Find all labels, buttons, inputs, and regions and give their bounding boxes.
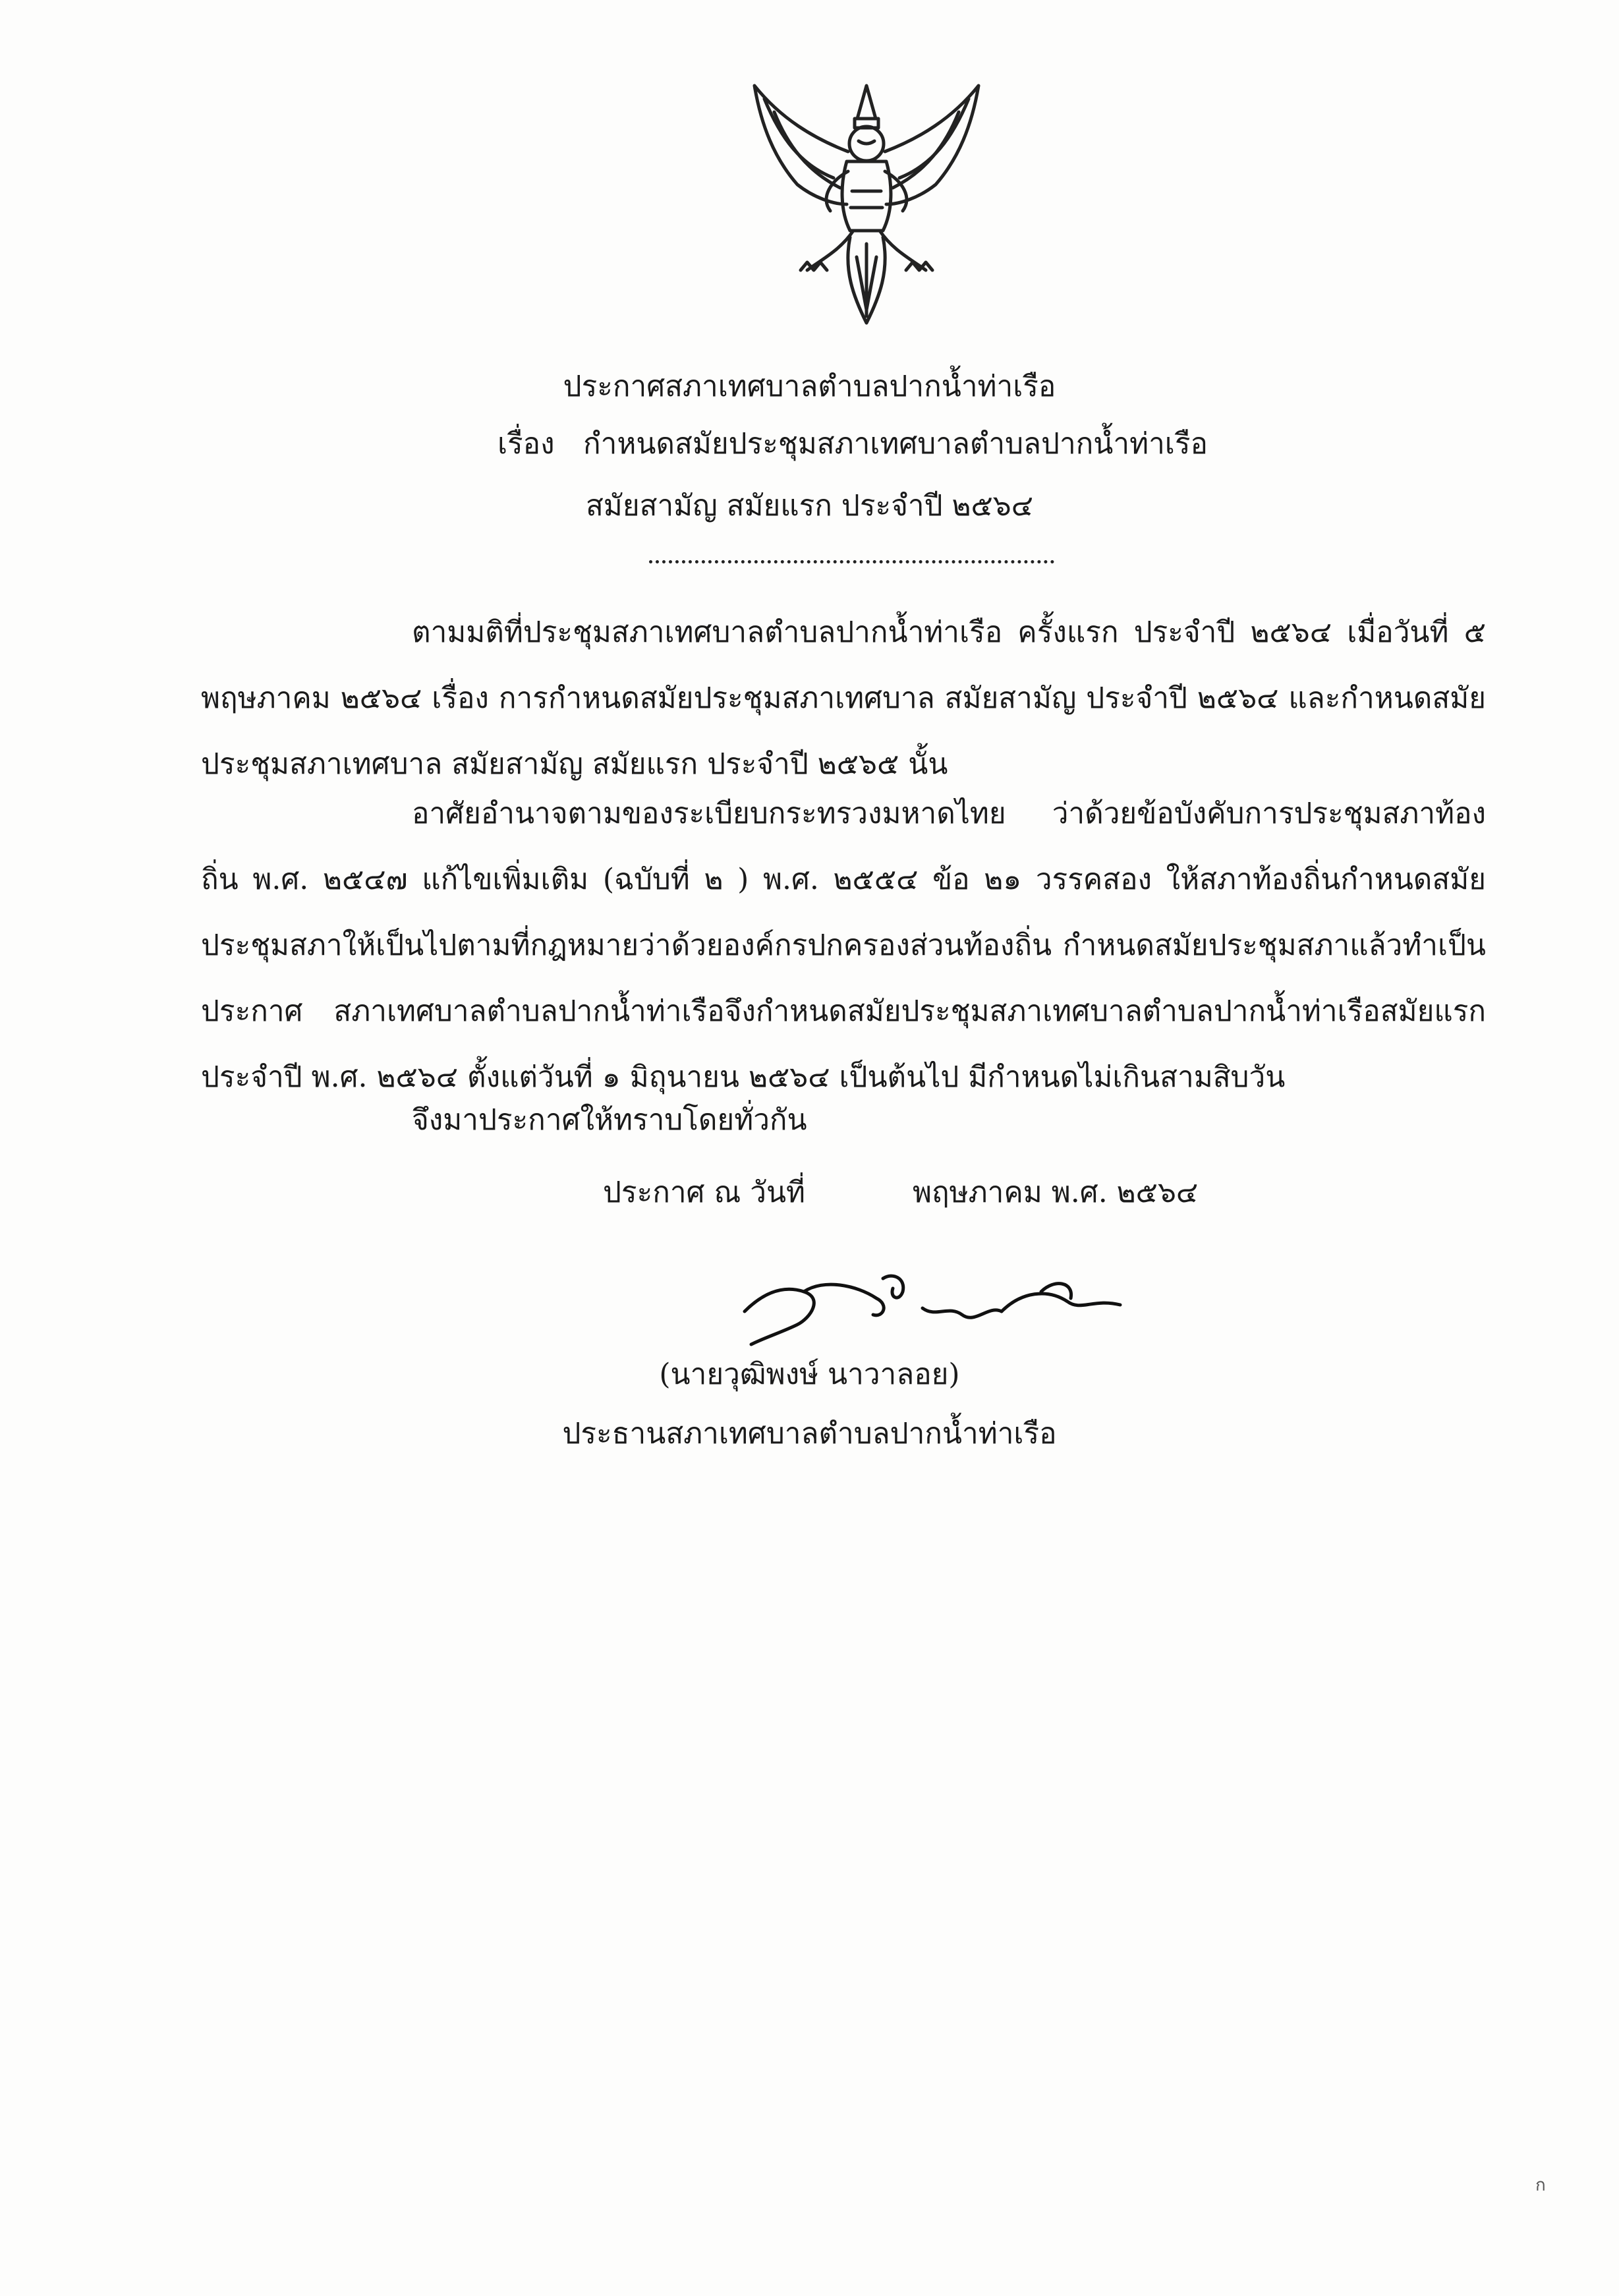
session-line: สมัยสามัญ สมัยแรก ประจำปี ๒๕๖๔: [585, 489, 1034, 523]
announce-date-label: ประกาศ ณ วันที่: [603, 1176, 806, 1209]
paragraph-authority: อาศัยอำนาจตามของระเบียบกระทรวงมหาดไทย ว่าด้วยข้อบังคับการประชุมสภาท้องถิ่น พ.ศ. ๒๕๔๗ แก้ไขเพิ่มเติม (ฉบับที่ ๒ ) พ.ศ. ๒๕๕๔ ข้อ ๒๑ วรรคสอง ให้สภาท้องถิ่นกำหนดสมัยประชุมสภาให้เป็นไปตามที่กฎหมายว่าด้วยองค์กรปกครองส่วนท้องถิ่น กำหนดสมัยประชุมสภาแล้วทำเป็นประกาศ สภาเทศบาลตำบลปากน้ำท่าเรือจึงกำหนดสมัยประชุมสภาเทศบาลตำบลปากน้ำท่าเรือสมัยแรก ประจำปี พ.ศ. ๒๕๖๔ ตั้งแต่วันที่ ๑ มิถุนายน ๒๕๖๔ เป็นต้นไป มีกำหนดไม่เกินสามสิบวัน: [201, 797, 1486, 1094]
handwritten-signature: [725, 1252, 1133, 1351]
dotted-separator: [649, 560, 1054, 563]
subject-label: เรื่อง: [497, 427, 555, 461]
subject-text: กำหนดสมัยประชุมสภาเทศบาลตำบลปากน้ำท่าเรือ: [583, 427, 1208, 461]
announcement-title: ประกาศสภาเทศบาลตำบลปากน้ำท่าเรือ: [563, 370, 1056, 403]
signer-title: ประธานสภาเทศบาลตำบลปากน้ำท่าเรือ: [562, 1417, 1057, 1450]
page-mark: ก: [1535, 2175, 1546, 2195]
signer-name: (นายวุฒิพงษ์ นาวาลอย): [659, 1358, 960, 1391]
garuda-emblem-icon: [735, 72, 998, 336]
paragraph-resolution: ตามมติที่ประชุมสภาเทศบาลตำบลปากน้ำท่าเรือ ครั้งแรก ประจำปี ๒๕๖๔ เมื่อวันที่ ๕ พฤษภาคม ๒๕๖๔ เรื่อง การกำหนดสมัยประชุมสภาเทศบาล สมัยสามัญ ประจำปี ๒๕๖๔ และกำหนดสมัยประชุมสภาเทศบาล สมัยสามัญ สมัยแรก ประจำปี ๒๕๖๕ นั้น: [201, 616, 1486, 781]
announce-date-value: พฤษภาคม พ.ศ. ๒๕๖๔: [913, 1176, 1199, 1209]
paragraph-closing: จึงมาประกาศให้ทราบโดยทั่วกัน: [412, 1103, 807, 1137]
